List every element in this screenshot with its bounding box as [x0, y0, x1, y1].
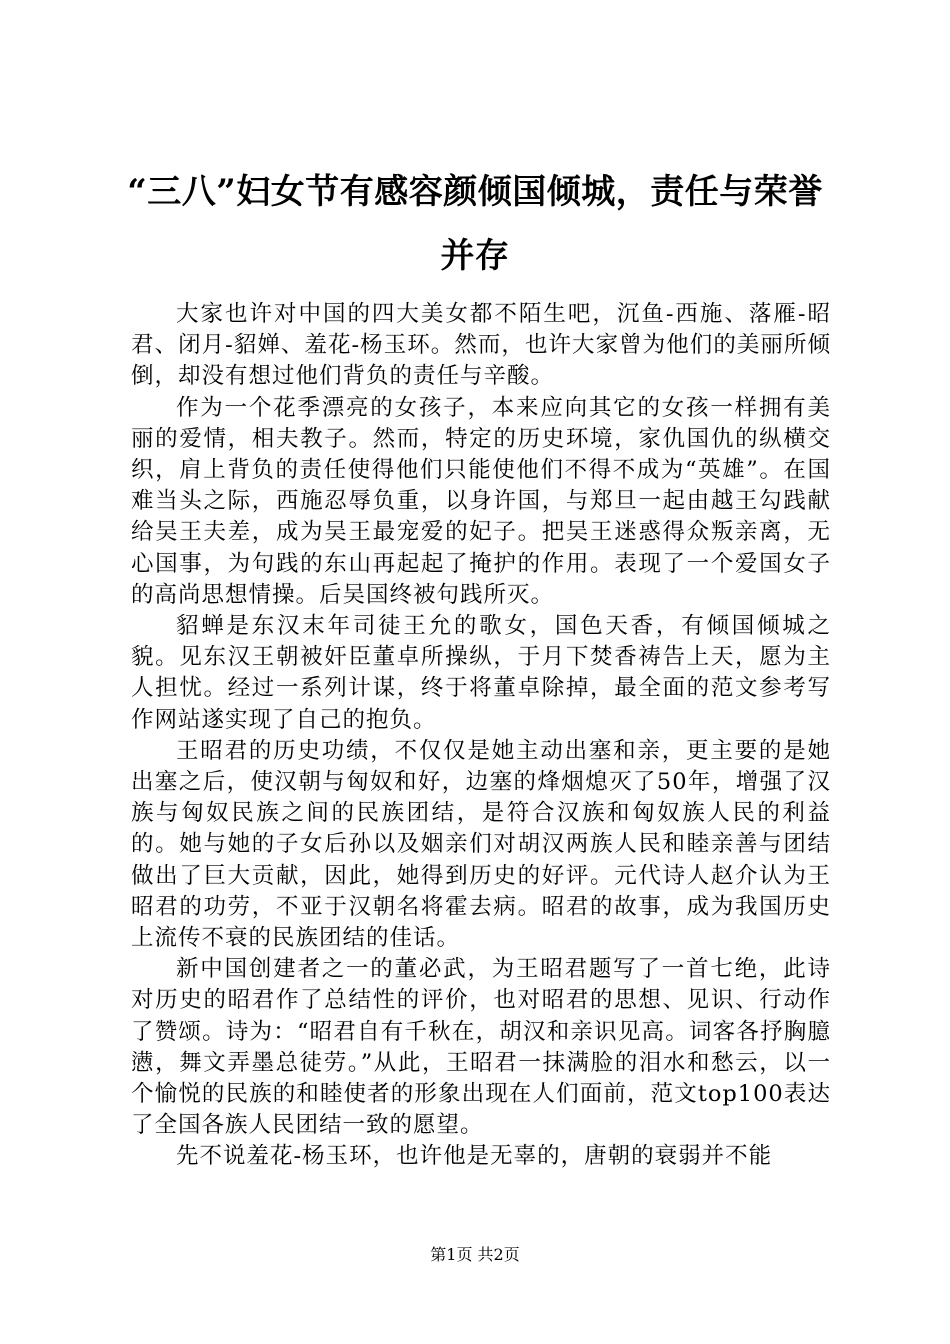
- paragraph-3: 貂蝉是东汉末年司徒王允的歌女，国色天香，有倾国倾城之貌。见东汉王朝被奸臣董卓所操纵，于月下焚香祷告上天，愿为主人担忧。经过一系列计谋，终于将董卓除掉，最全面的范文参考写作网站遂实现了自己的抱负。: [131, 613, 831, 733]
- document-title: “三八”妇女节有感容颜倾国倾城，责任与荣誉并存: [127, 172, 823, 276]
- paragraph-5: 新中国创建者之一的董必武，为王昭君题写了一首七绝，此诗对历史的昭君作了总结性的评价，也对昭君的思想、见识、行动作了赞颂。诗为：“昭君自有千秋在，胡汉和亲识见高。词客各抒胸臆懑，舞文弄墨总徒劳。”从此，王昭君一抹满脸的泪水和愁云，以一个愉悦的民族的和睦使者的形象出现在人们面前，范文top100表达了全国各族人民团结一致的愿望。: [131, 956, 831, 1139]
- paragraph-4: 王昭君的历史功绩，不仅仅是她主动出塞和亲，更主要的是她出塞之后，使汉朝与匈奴和好，边塞的烽烟熄灭了50年，增强了汉族与匈奴民族之间的民族团结，是符合汉族和匈奴族人民的利益的。她与她的子女后孙以及姻亲们对胡汉两族人民和睦亲善与团结做出了巨大贡献，因此，她得到历史的好评。元代诗人赵介认为王昭君的功劳，不亚于汉朝名将霍去病。昭君的故事，成为我国历史上流传不衰的民族团结的佳话。: [131, 737, 831, 952]
- page-footer: 第1页 共2页: [430, 1245, 520, 1264]
- document-body: [131, 299, 831, 1173]
- paragraph-2: 作为一个花季漂亮的女孩子，本来应向其它的女孩一样拥有美丽的爱情，相夫教子。然而，特定的历史环境，家仇国仇的纵横交织，肩上背负的责任使得他们只能使他们不得不成为“英雄”。在国难当头之际，西施忍辱负重，以身许国，与郑旦一起由越王勾践献给吴王夫差，成为吴王最宠爱的妃子。把吴王迷惑得众叛亲离，无心国事，为句践的东山再起起了掩护的作用。表现了一个爱国女子的高尚思想情操。后吴国终被句践所灭。: [131, 394, 831, 608]
- paragraph-1: 大家也许对中国的四大美女都不陌生吧，沉鱼-西施、落雁-昭君、闭月-貂婵、羞花-杨玉环。然而，也许大家曾为他们的美丽所倾倒，却没有想过他们背负的责任与辛酸。: [131, 301, 831, 390]
- paragraph-6: 先不说羞花-杨玉环，也许他是无辜的，唐朝的衰弱并不能: [176, 1143, 773, 1170]
